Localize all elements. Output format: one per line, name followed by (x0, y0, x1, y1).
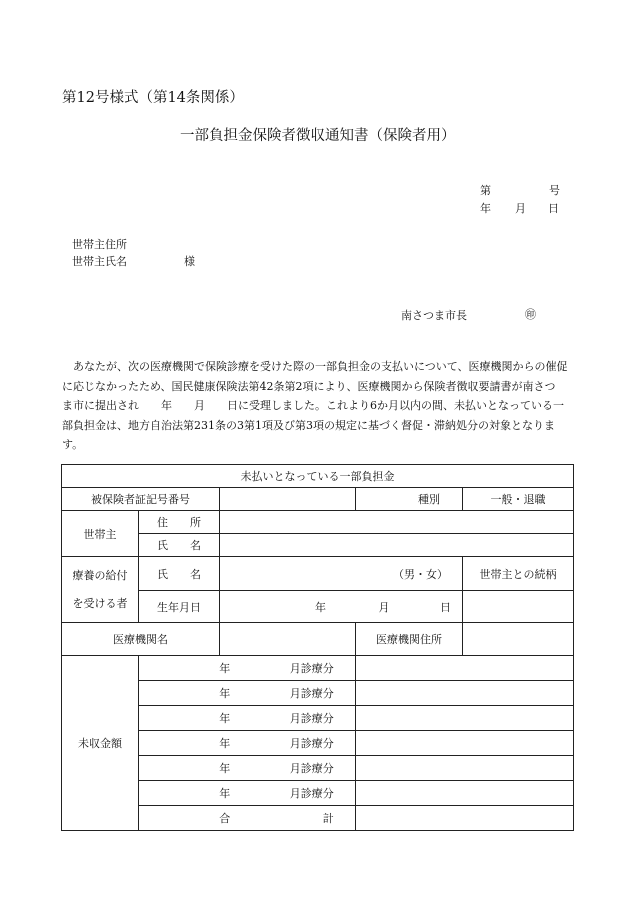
relation-field[interactable] (463, 591, 574, 623)
table-heading: 未払いとなっている一部負担金 (62, 465, 574, 488)
hospital-name-label: 医療機関名 (62, 623, 220, 656)
honorific-sama: 様 (184, 255, 195, 268)
recipient-name-field[interactable]: （男・女） (220, 557, 463, 591)
recipient-label-line2: を受ける者 (72, 596, 128, 610)
unpaid-amount-label: 未収金額 (62, 656, 139, 831)
total-row (139, 806, 356, 831)
month-row-label: 月診療分 (289, 662, 334, 675)
month-row (139, 781, 356, 806)
insured-number-field[interactable] (220, 488, 356, 511)
hospital-name-field[interactable] (220, 623, 356, 656)
month-row-label: 月診療分 (289, 787, 334, 800)
month-row (139, 656, 356, 681)
month-row-label: 月診療分 (289, 762, 334, 775)
doc-number-go: 号 (549, 184, 560, 197)
month-row (139, 681, 356, 706)
month-amount-field[interactable] (356, 731, 574, 756)
month-row (139, 706, 356, 731)
type-label: 種別 (356, 488, 463, 511)
householder-name-field[interactable] (220, 534, 574, 557)
month-amount-field[interactable] (356, 706, 574, 731)
total-left: 合 (219, 812, 231, 825)
month-amount-field[interactable] (356, 781, 574, 806)
type-value[interactable]: 一般・退職 (463, 488, 574, 511)
householder-address-cell-label: 住 所 (139, 511, 220, 534)
date-year-label: 年 (480, 202, 491, 215)
notice-line: 部負担金は、地方自治法第231条の3第1項及び第3項の規定に基づく督促・滞納処分の対象となりま (62, 418, 555, 432)
month-row-year: 年 (219, 787, 231, 800)
doc-number-dai: 第 (480, 184, 491, 197)
date-month-label: 月 (515, 202, 526, 215)
month-row-year: 年 (219, 687, 231, 700)
relation-label: 世帯主との続柄 (463, 557, 574, 591)
birth-month-label: 月 (378, 600, 390, 614)
month-row (139, 731, 356, 756)
month-row-year: 年 (219, 737, 231, 750)
householder-name-label: 世帯主氏名 (72, 255, 127, 268)
hospital-address-field[interactable] (463, 623, 574, 656)
month-row-year: 年 (219, 662, 231, 675)
hospital-address-label: 医療機関住所 (356, 623, 463, 656)
date-day-label: 日 (548, 202, 559, 215)
month-row-year: 年 (219, 762, 231, 775)
householder-address-field[interactable] (220, 511, 574, 534)
month-row-year: 年 (219, 712, 231, 725)
month-row (139, 756, 356, 781)
month-row-label: 月診療分 (289, 737, 334, 750)
seal-mark: ㊞ (525, 308, 536, 321)
birthdate-label: 生年月日 (139, 591, 220, 623)
issuer-name: 南さつま市長 (401, 309, 467, 322)
birth-year-label: 年 (315, 600, 326, 614)
householder-label: 世帯主 (62, 511, 139, 557)
birthdate-field[interactable] (220, 591, 463, 623)
form-number: 第12号様式（第14条関係） (62, 90, 244, 106)
month-row-label: 月診療分 (289, 687, 334, 700)
notice-line: あなたが、次の医療機関で保険診療を受けた際の一部負担金の支払いについて、医療機関からの催促 (62, 360, 568, 373)
insured-number-label: 被保険者証記号番号 (62, 488, 220, 511)
month-amount-field[interactable] (356, 681, 574, 706)
householder-name-cell-label: 氏 名 (139, 534, 220, 557)
document-title: 一部負担金保険者徴収通知書（保険者用） (180, 128, 456, 144)
unpaid-burden-table (61, 464, 574, 831)
total-amount-field[interactable] (356, 806, 574, 831)
notice-body (62, 357, 574, 455)
notice-line: す。 (62, 438, 84, 451)
householder-address-label: 世帯主住所 (72, 238, 127, 251)
total-right: 計 (322, 812, 334, 825)
recipient-label (62, 557, 139, 623)
birth-day-label: 日 (440, 600, 451, 614)
month-amount-field[interactable] (356, 656, 574, 681)
recipient-label-line1: 療養の給付 (72, 568, 128, 582)
notice-line: ま市に提出され 年 月 日に受理しました。これより6か月以内の間、未払いとなっている一 (62, 399, 564, 412)
notice-line: に応じなかったため、国民健康保険法第42条第2項により、医療機関から保険者徴収要請書が南さつ (62, 379, 556, 393)
month-row-label: 月診療分 (289, 712, 334, 725)
recipient-name-cell-label: 氏 名 (139, 557, 220, 591)
month-amount-field[interactable] (356, 756, 574, 781)
